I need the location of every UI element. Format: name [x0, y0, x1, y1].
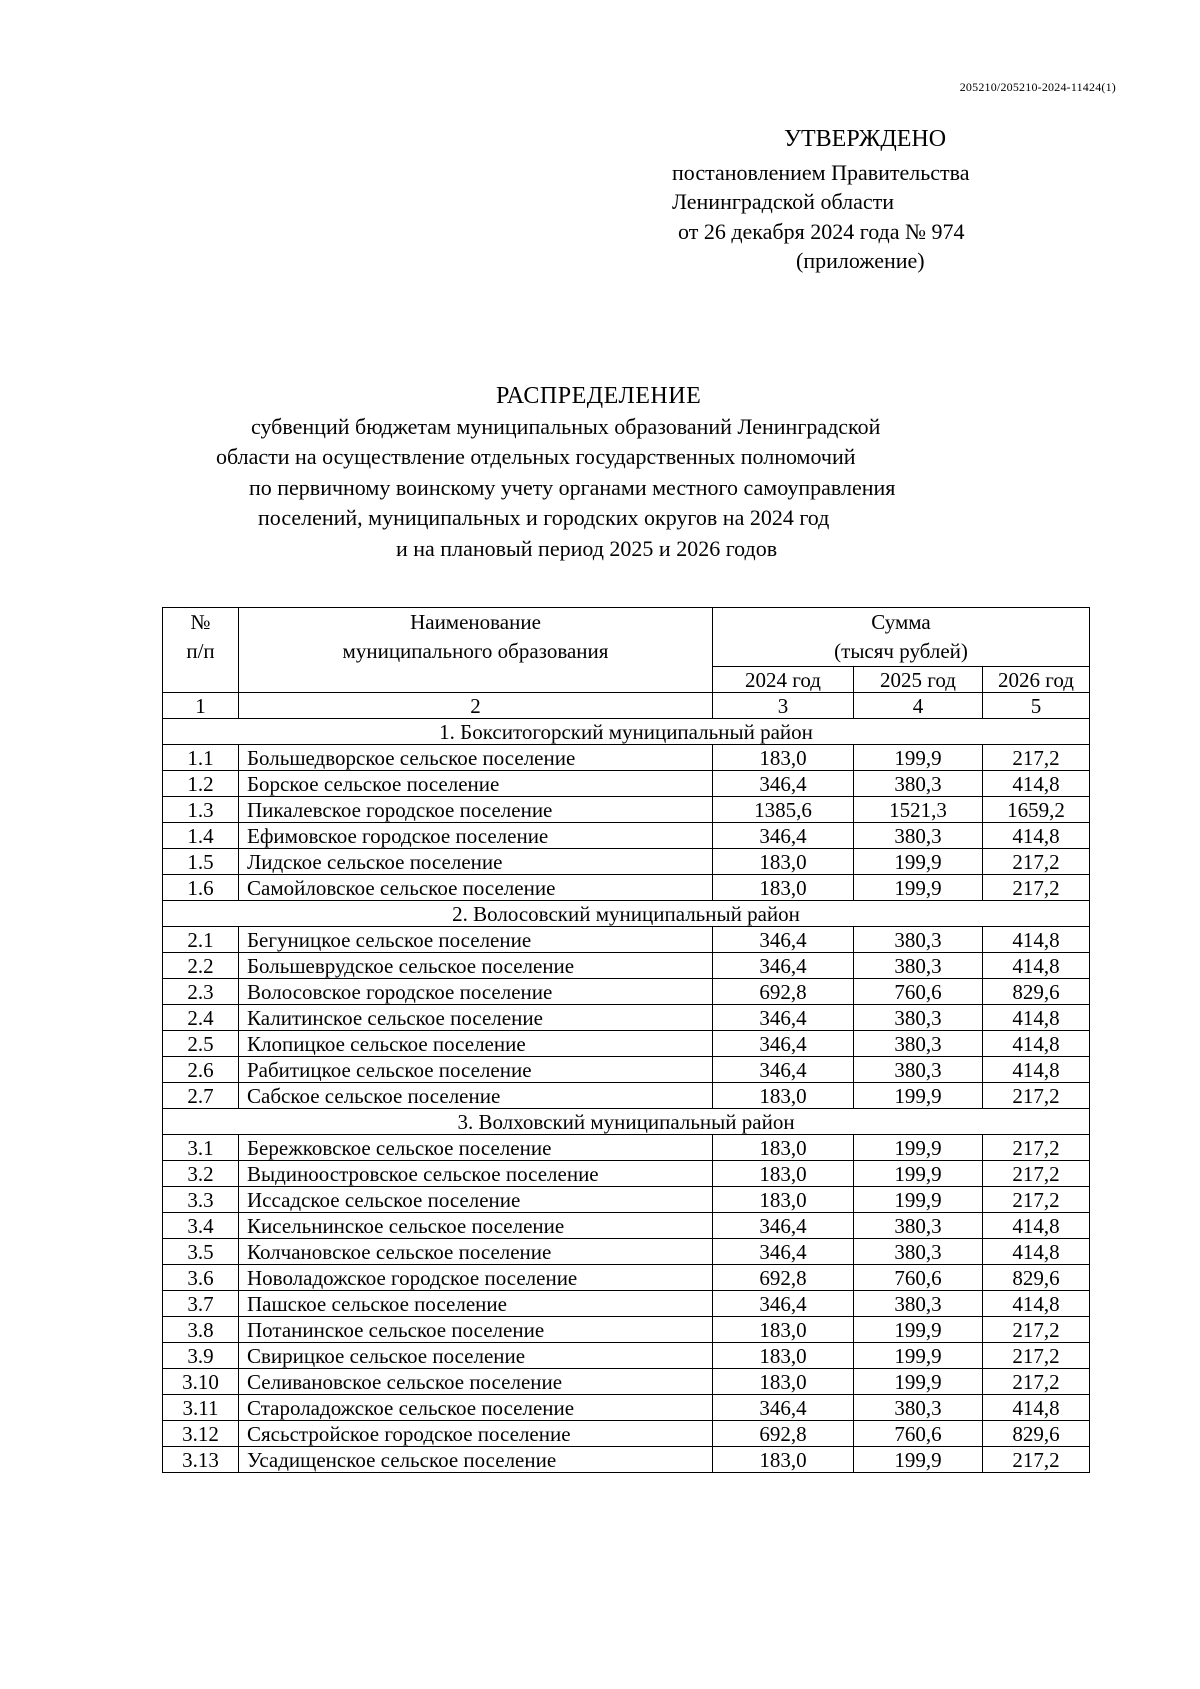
municipality-name: Староладожское сельское поселение — [239, 1395, 713, 1421]
municipality-name: Иссадское сельское поселение — [239, 1187, 713, 1213]
heading-line: области на осуществление отдельных государственных полномочий — [216, 444, 856, 469]
municipality-name: Волосовское городское поселение — [239, 979, 713, 1005]
table-row — [163, 1239, 1090, 1265]
municipality-name: Усадищенское сельское поселение — [239, 1447, 713, 1473]
municipality-name: Самойловское сельское поселение — [239, 875, 713, 901]
value-2025: 199,9 — [854, 745, 983, 771]
value-2025: 380,3 — [854, 1291, 983, 1317]
value-2025: 760,6 — [854, 979, 983, 1005]
row-number: 1.2 — [163, 771, 239, 797]
value-2025: 380,3 — [854, 1057, 983, 1083]
table-row — [163, 1395, 1090, 1421]
approval-line: постановлением Правительства — [672, 159, 970, 185]
group-title: 2. Волосовский муниципальный район — [163, 901, 1090, 927]
row-number: 1.4 — [163, 823, 239, 849]
row-number: 2.1 — [163, 927, 239, 953]
value-2024: 183,0 — [713, 1187, 854, 1213]
value-2025: 380,3 — [854, 927, 983, 953]
value-2024: 183,0 — [713, 875, 854, 901]
value-2026: 414,8 — [983, 1031, 1090, 1057]
row-number: 3.1 — [163, 1135, 239, 1161]
document-heading — [0, 381, 1200, 564]
row-number: 1.1 — [163, 745, 239, 771]
value-2025: 199,9 — [854, 1369, 983, 1395]
value-2024: 346,4 — [713, 1213, 854, 1239]
table-row — [163, 1369, 1090, 1395]
value-2024: 183,0 — [713, 1083, 854, 1109]
value-2025: 199,9 — [854, 1187, 983, 1213]
value-2025: 199,9 — [854, 1447, 983, 1473]
value-2025: 380,3 — [854, 1031, 983, 1057]
approval-block — [672, 125, 1032, 276]
row-number: 2.2 — [163, 953, 239, 979]
municipality-name: Сабское сельское поселение — [239, 1083, 713, 1109]
value-2025: 380,3 — [854, 1395, 983, 1421]
heading-title: РАСПРЕДЕЛЕНИЕ — [496, 383, 702, 409]
heading-line: по первичному воинскому учету органами местного самоуправления — [249, 474, 896, 500]
heading-line: поселений, муниципальных и городских округов на 2024 год — [258, 505, 830, 530]
table-row — [163, 1421, 1090, 1447]
header-num-label: п/п — [186, 639, 215, 663]
approval-title: УТВЕРЖДЕНО — [784, 126, 947, 152]
value-2026: 829,6 — [983, 1421, 1090, 1447]
municipality-name: Борское сельское поселение — [239, 771, 713, 797]
value-2026: 414,8 — [983, 1239, 1090, 1265]
header-name-label: Наименование — [410, 610, 541, 634]
table-row — [163, 745, 1090, 771]
row-number: 3.6 — [163, 1265, 239, 1291]
approval-line: (приложение) — [796, 248, 925, 273]
row-number: 3.11 — [163, 1395, 239, 1421]
value-2025: 380,3 — [854, 1213, 983, 1239]
value-2025: 199,9 — [854, 849, 983, 875]
table-row — [163, 797, 1090, 823]
value-2024: 183,0 — [713, 1317, 854, 1343]
row-number: 1.3 — [163, 797, 239, 823]
column-number: 2 — [239, 693, 713, 719]
group-title: 1. Бокситогорский муниципальный район — [163, 719, 1090, 745]
value-2024: 1385,6 — [713, 797, 854, 823]
table-row — [163, 979, 1090, 1005]
document-id: 205210/205210-2024-11424(1) — [959, 80, 1116, 94]
column-number: 3 — [713, 693, 854, 719]
table-row — [163, 1135, 1090, 1161]
value-2025: 760,6 — [854, 1265, 983, 1291]
table-row — [163, 1291, 1090, 1317]
table-row — [163, 849, 1090, 875]
row-number: 3.13 — [163, 1447, 239, 1473]
value-2024: 183,0 — [713, 1135, 854, 1161]
value-2024: 346,4 — [713, 1057, 854, 1083]
row-number: 2.4 — [163, 1005, 239, 1031]
value-2026: 414,8 — [983, 1057, 1090, 1083]
table-header-row — [163, 608, 1090, 667]
row-number: 3.9 — [163, 1343, 239, 1369]
value-2026: 414,8 — [983, 1213, 1090, 1239]
value-2024: 346,4 — [713, 1291, 854, 1317]
value-2024: 346,4 — [713, 1005, 854, 1031]
municipality-name: Селивановское сельское поселение — [239, 1369, 713, 1395]
municipality-name: Новоладожское городское поселение — [239, 1265, 713, 1291]
header-year-2026: 2026 год — [983, 667, 1090, 693]
header-year-2025: 2025 год — [854, 667, 983, 693]
column-numbers-row — [163, 693, 1090, 719]
municipality-name: Выдиноостровское сельское поселение — [239, 1161, 713, 1187]
value-2026: 217,2 — [983, 849, 1090, 875]
value-2024: 346,4 — [713, 823, 854, 849]
value-2026: 217,2 — [983, 1187, 1090, 1213]
municipality-name: Бережковское сельское поселение — [239, 1135, 713, 1161]
value-2026: 1659,2 — [983, 797, 1090, 823]
value-2026: 217,2 — [983, 1135, 1090, 1161]
value-2024: 692,8 — [713, 979, 854, 1005]
group-header-row — [163, 1109, 1090, 1135]
municipality-name: Большеврудское сельское поселение — [239, 953, 713, 979]
value-2024: 183,0 — [713, 1161, 854, 1187]
table-row — [163, 953, 1090, 979]
value-2026: 829,6 — [983, 1265, 1090, 1291]
header-num-label: № — [190, 610, 211, 634]
value-2024: 183,0 — [713, 745, 854, 771]
row-number: 3.3 — [163, 1187, 239, 1213]
value-2024: 346,4 — [713, 771, 854, 797]
value-2025: 199,9 — [854, 1135, 983, 1161]
row-number: 3.12 — [163, 1421, 239, 1447]
municipality-name: Клопицкое сельское поселение — [239, 1031, 713, 1057]
value-2026: 217,2 — [983, 1083, 1090, 1109]
header-name-cell — [239, 608, 713, 693]
value-2025: 199,9 — [854, 1083, 983, 1109]
value-2025: 380,3 — [854, 1239, 983, 1265]
municipality-name: Калитинское сельское поселение — [239, 1005, 713, 1031]
value-2024: 183,0 — [713, 1343, 854, 1369]
municipality-name: Кисельнинское сельское поселение — [239, 1213, 713, 1239]
value-2024: 183,0 — [713, 849, 854, 875]
table-row — [163, 823, 1090, 849]
row-number: 3.2 — [163, 1161, 239, 1187]
table-row — [163, 1265, 1090, 1291]
table-row — [163, 1083, 1090, 1109]
row-number: 3.4 — [163, 1213, 239, 1239]
heading-line: субвенций бюджетам муниципальных образований Ленинградской — [251, 413, 881, 439]
table-row — [163, 927, 1090, 953]
table-row — [163, 1187, 1090, 1213]
table-row — [163, 1447, 1090, 1473]
value-2025: 199,9 — [854, 1343, 983, 1369]
municipality-name: Свирицкое сельское поселение — [239, 1343, 713, 1369]
value-2024: 183,0 — [713, 1369, 854, 1395]
municipality-name: Потанинское сельское поселение — [239, 1317, 713, 1343]
value-2026: 217,2 — [983, 1161, 1090, 1187]
municipality-name: Пашское сельское поселение — [239, 1291, 713, 1317]
municipality-name: Сясьстройское городское поселение — [239, 1421, 713, 1447]
column-number: 1 — [163, 693, 239, 719]
header-year-2024: 2024 год — [713, 667, 854, 693]
value-2026: 217,2 — [983, 1343, 1090, 1369]
value-2025: 760,6 — [854, 1421, 983, 1447]
value-2025: 380,3 — [854, 771, 983, 797]
value-2026: 217,2 — [983, 1369, 1090, 1395]
municipality-name: Пикалевское городское поселение — [239, 797, 713, 823]
value-2024: 692,8 — [713, 1265, 854, 1291]
distribution-table — [162, 607, 1090, 1473]
header-num-cell — [163, 608, 239, 693]
value-2026: 414,8 — [983, 953, 1090, 979]
municipality-name: Колчановское сельское поселение — [239, 1239, 713, 1265]
header-sum-cell — [713, 608, 1090, 667]
column-number: 4 — [854, 693, 983, 719]
value-2026: 414,8 — [983, 1395, 1090, 1421]
row-number: 3.10 — [163, 1369, 239, 1395]
row-number: 3.5 — [163, 1239, 239, 1265]
row-number: 2.3 — [163, 979, 239, 1005]
row-number: 2.7 — [163, 1083, 239, 1109]
value-2026: 414,8 — [983, 1291, 1090, 1317]
value-2026: 217,2 — [983, 1317, 1090, 1343]
value-2024: 346,4 — [713, 953, 854, 979]
approval-line: от 26 декабря 2024 года № 974 — [678, 218, 965, 244]
value-2026: 217,2 — [983, 745, 1090, 771]
row-number: 1.6 — [163, 875, 239, 901]
value-2024: 346,4 — [713, 927, 854, 953]
row-number: 2.5 — [163, 1031, 239, 1057]
table-row — [163, 1005, 1090, 1031]
value-2025: 380,3 — [854, 953, 983, 979]
value-2025: 199,9 — [854, 1161, 983, 1187]
value-2024: 346,4 — [713, 1239, 854, 1265]
municipality-name: Лидское сельское поселение — [239, 849, 713, 875]
header-sum-label: (тысяч рублей) — [834, 639, 968, 663]
header-sum-label: Сумма — [871, 610, 931, 634]
value-2024: 346,4 — [713, 1031, 854, 1057]
value-2025: 380,3 — [854, 1005, 983, 1031]
value-2026: 217,2 — [983, 875, 1090, 901]
column-number: 5 — [983, 693, 1090, 719]
approval-line: Ленинградской области — [672, 189, 894, 214]
header-name-label: муниципального образования — [342, 639, 609, 663]
municipality-name: Большедворское сельское поселение — [239, 745, 713, 771]
row-number: 1.5 — [163, 849, 239, 875]
value-2025: 199,9 — [854, 1317, 983, 1343]
municipality-name: Рабитицкое сельское поселение — [239, 1057, 713, 1083]
value-2025: 1521,3 — [854, 797, 983, 823]
value-2025: 380,3 — [854, 823, 983, 849]
value-2026: 829,6 — [983, 979, 1090, 1005]
value-2024: 692,8 — [713, 1421, 854, 1447]
group-header-row — [163, 901, 1090, 927]
table-row — [163, 1057, 1090, 1083]
table-row — [163, 1213, 1090, 1239]
row-number: 3.7 — [163, 1291, 239, 1317]
table-row — [163, 1343, 1090, 1369]
table-row — [163, 771, 1090, 797]
table-row — [163, 875, 1090, 901]
table-row — [163, 1317, 1090, 1343]
municipality-name: Ефимовское городское поселение — [239, 823, 713, 849]
value-2026: 414,8 — [983, 771, 1090, 797]
value-2024: 183,0 — [713, 1447, 854, 1473]
group-title: 3. Волховский муниципальный район — [163, 1109, 1090, 1135]
row-number: 2.6 — [163, 1057, 239, 1083]
table-row — [163, 1161, 1090, 1187]
value-2024: 346,4 — [713, 1395, 854, 1421]
heading-line: и на плановый период 2025 и 2026 годов — [396, 535, 778, 561]
group-header-row — [163, 719, 1090, 745]
value-2026: 414,8 — [983, 1005, 1090, 1031]
municipality-name: Бегуницкое сельское поселение — [239, 927, 713, 953]
value-2025: 199,9 — [854, 875, 983, 901]
row-number: 3.8 — [163, 1317, 239, 1343]
value-2026: 217,2 — [983, 1447, 1090, 1473]
value-2026: 414,8 — [983, 927, 1090, 953]
table-row — [163, 1031, 1090, 1057]
value-2026: 414,8 — [983, 823, 1090, 849]
